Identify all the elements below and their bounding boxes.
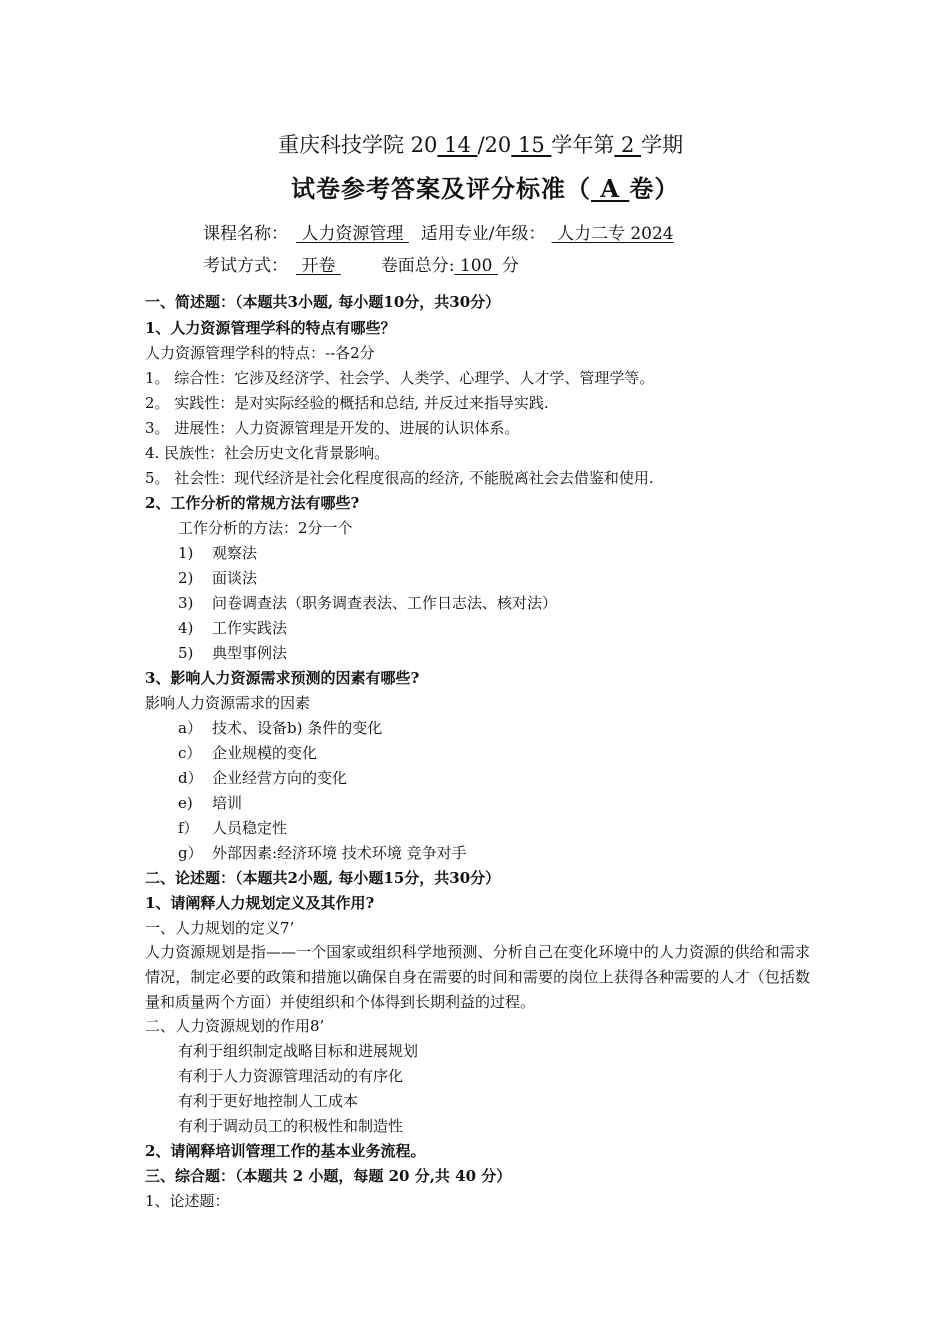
exam-info-line (203, 254, 519, 278)
list-item (178, 568, 257, 588)
list-item (178, 643, 287, 663)
list-item (178, 818, 287, 838)
answer-subheading: 一、人力规划的定义7’ (145, 919, 295, 937)
answer-item: 有利于人力资源管理活动的有序化 (178, 1067, 404, 1085)
list-item-text: 典型事例法 (212, 644, 288, 662)
total-score-unit: 分 (501, 256, 519, 276)
list-item-number: 5) (178, 644, 194, 662)
school-term-line (278, 131, 683, 159)
title-suffix: 卷） (629, 174, 680, 203)
answer-item: 3。 进展性：人力资源管理是开发的、进展的认识体系。 (145, 419, 520, 437)
semester-number: 2 (614, 133, 642, 157)
section3-heading: 三、综合题：（本题共 2 小题，每题 20 分,共 40 分） (145, 1167, 512, 1185)
list-item (178, 743, 317, 763)
year-separator: /20 (477, 133, 512, 157)
list-item-number: f） (178, 819, 199, 837)
list-item-number: d） (178, 769, 203, 787)
answer-intro: 工作分析的方法：2分一个 (178, 519, 353, 537)
list-item (178, 793, 242, 813)
total-score-value: 100 (454, 256, 498, 276)
list-item (178, 768, 347, 788)
answer-subheading: 二、人力资源规划的作用8’ (145, 1017, 325, 1035)
page-title (291, 173, 679, 205)
list-item-text: 工作实践法 (212, 619, 288, 637)
year-end: 15 (511, 133, 552, 157)
list-item-number: 4) (178, 619, 194, 637)
question-title: 1、人力资源管理学科的特点有哪些？ (145, 319, 396, 337)
question-title: 1、论述题： (145, 1192, 230, 1210)
course-label: 课程名称： (203, 224, 288, 244)
course-value: 人力资源管理 (296, 224, 409, 244)
title-prefix: 试卷参考答案及评分标准（ (291, 174, 591, 203)
course-info-line (203, 222, 674, 246)
major-value: 人力二专 2024 (551, 224, 674, 244)
list-item-number: c） (178, 744, 202, 762)
answer-intro: 人力资源管理学科的特点：--各2分 (145, 344, 375, 362)
list-item-number: 3) (178, 594, 194, 612)
list-item-number: e) (178, 794, 193, 812)
list-item (178, 843, 467, 863)
answer-paragraph: 人力资源规划是指——一个国家或组织科学地预测、分析自己在变化环境中的人力资源的供给和需求情况，制定必要的政策和措施以确保自身在需要的时间和需要的岗位上获得各种需要的人才（包括数量和质量两个方面）并使组织和个体得到长期利益的过程。 (145, 943, 810, 1011)
semester-suffix: 学期 (641, 133, 684, 157)
answer-item: 有利于调动员工的积极性和制造性 (178, 1117, 404, 1135)
list-item-text: 外部因素:经济环境 技术环境 竞争对手 (212, 844, 467, 862)
list-item-text: 人员稳定性 (212, 819, 288, 837)
question-title: 1、请阐释人力规划定义及其作用? (145, 894, 375, 912)
list-item-number: g） (178, 844, 203, 862)
list-item-text: 技术、设备b) 条件的变化 (212, 719, 383, 737)
paper-version: A (591, 174, 630, 203)
answer-item: 1。 综合性：它涉及经济学、社会学、人类学、心理学、人才学、管理学等。 (145, 369, 655, 387)
list-item (178, 543, 257, 563)
answer-intro: 影响人力资源需求的因素 (145, 694, 311, 712)
answer-item: 有利于组织制定战略目标和进展规划 (178, 1042, 419, 1060)
answer-item: 5。 社会性：现代经济是社会化程度很高的经济, 不能脱离社会去借鉴和使用. (145, 469, 654, 487)
answer-item: 2。 实践性：是对实际经验的概括和总结, 并反过来指导实践. (145, 394, 549, 412)
list-item-number: a） (178, 719, 202, 737)
major-label: 适用专业/年级： (420, 224, 546, 244)
list-item (178, 718, 382, 738)
total-score-label: 卷面总分: (380, 256, 455, 276)
list-item-text: 企业经营方向的变化 (212, 769, 348, 787)
year-start: 14 (437, 133, 478, 157)
answer-item: 4. 民族性：社会历史文化背景影响。 (145, 444, 390, 462)
list-item-text: 观察法 (212, 544, 258, 562)
list-item-number: 2) (178, 569, 194, 587)
list-item (178, 618, 287, 638)
question-title: 2、工作分析的常规方法有哪些? (145, 494, 360, 512)
list-item-number: 1) (178, 544, 194, 562)
section2-heading: 二、论述题：（本题共2小题, 每小题15分，共30分） (145, 869, 501, 887)
list-item-text: 培训 (212, 794, 243, 812)
answer-item: 有利于更好地控制人工成本 (178, 1092, 359, 1110)
exam-mode-value: 开卷 (296, 256, 341, 276)
list-item-text: 企业规模的变化 (212, 744, 318, 762)
school-name: 重庆科技学院 20 (278, 133, 438, 157)
exam-mode-label: 考试方式： (203, 256, 288, 276)
list-item (178, 593, 557, 613)
question-title: 2、请阐释培训管理工作的基本业务流程。 (145, 1142, 426, 1160)
list-item-text: 面谈法 (212, 569, 258, 587)
list-item-text: 问卷调查法（职务调查表法、工作日志法、核对法） (212, 594, 558, 612)
question-title: 3、影响人力资源需求预测的因素有哪些? (145, 669, 420, 687)
section1-heading: 一、简述题：（本题共3小题, 每小题10分，共30分） (145, 293, 501, 311)
year-suffix: 学年第 (551, 133, 615, 157)
